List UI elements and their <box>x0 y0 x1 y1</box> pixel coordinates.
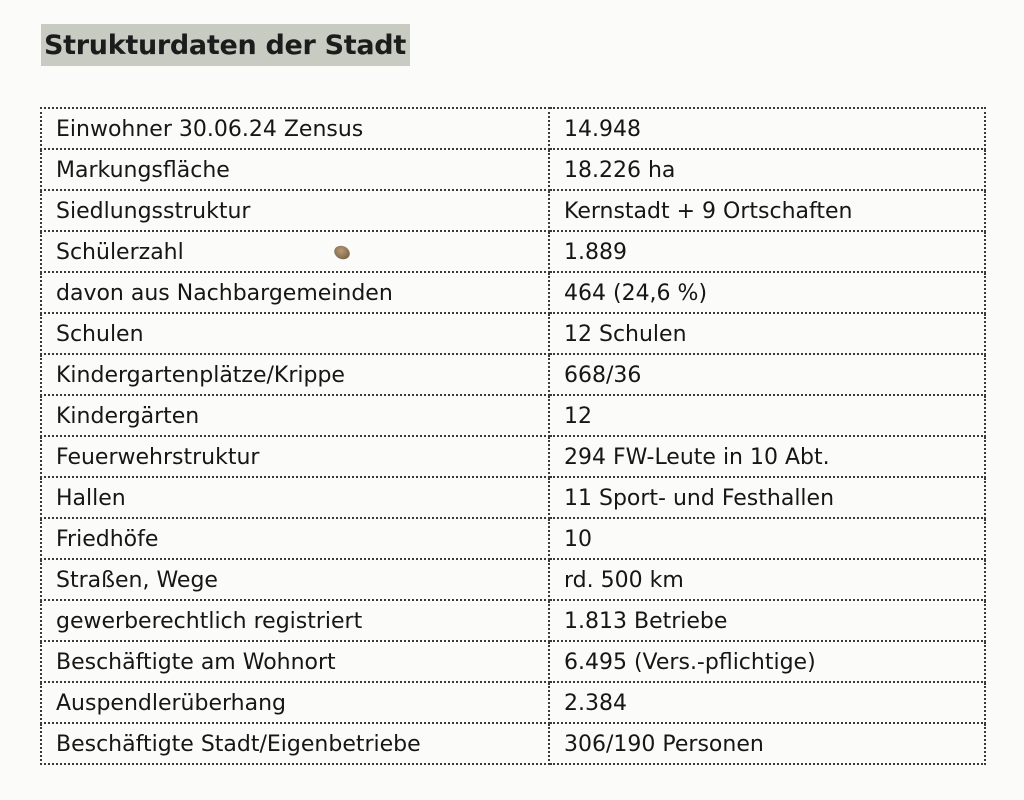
row-label: Auspendlerüberhang <box>41 682 549 723</box>
table-row <box>41 600 985 641</box>
row-value: 2.384 <box>549 682 985 723</box>
page-title: Strukturdaten der Stadt <box>41 24 410 66</box>
row-label: Schulen <box>41 313 549 354</box>
row-value: 12 <box>549 395 985 436</box>
row-label: Hallen <box>41 477 549 518</box>
table-row <box>41 518 985 559</box>
row-label: Feuerwehrstruktur <box>41 436 549 477</box>
row-label: Beschäftigte am Wohnort <box>41 641 549 682</box>
row-value: 668/36 <box>549 354 985 395</box>
table-row <box>41 231 985 272</box>
row-value: 11 Sport- und Festhallen <box>549 477 985 518</box>
table-row <box>41 559 985 600</box>
table-row <box>41 436 985 477</box>
row-value: 464 (24,6 %) <box>549 272 985 313</box>
row-label: gewerberechtlich registriert <box>41 600 549 641</box>
table-row <box>41 641 985 682</box>
table-row <box>41 272 985 313</box>
row-label: Kindergärten <box>41 395 549 436</box>
row-value: 294 FW-Leute in 10 Abt. <box>549 436 985 477</box>
structure-data-table <box>40 107 986 765</box>
table-row <box>41 354 985 395</box>
row-label: Beschäftigte Stadt/Eigenbetriebe <box>41 723 549 764</box>
row-value: 14.948 <box>549 108 985 149</box>
row-value: 12 Schulen <box>549 313 985 354</box>
row-label: Schülerzahl <box>41 231 549 272</box>
row-value: Kernstadt + 9 Ortschaften <box>549 190 985 231</box>
row-value: rd. 500 km <box>549 559 985 600</box>
row-label: Einwohner 30.06.24 Zensus <box>41 108 549 149</box>
row-value: 1.889 <box>549 231 985 272</box>
row-value: 18.226 ha <box>549 149 985 190</box>
table-row <box>41 477 985 518</box>
table-row <box>41 149 985 190</box>
row-label: davon aus Nachbargemeinden <box>41 272 549 313</box>
row-label: Straßen, Wege <box>41 559 549 600</box>
row-label: Kindergartenplätze/Krippe <box>41 354 549 395</box>
row-label: Siedlungsstruktur <box>41 190 549 231</box>
row-value: 10 <box>549 518 985 559</box>
table-row <box>41 190 985 231</box>
row-label: Markungsfläche <box>41 149 549 190</box>
table-row <box>41 723 985 764</box>
row-value: 306/190 Personen <box>549 723 985 764</box>
row-label: Friedhöfe <box>41 518 549 559</box>
row-value: 1.813 Betriebe <box>549 600 985 641</box>
table-row <box>41 395 985 436</box>
table-row <box>41 313 985 354</box>
table-row <box>41 108 985 149</box>
table-row <box>41 682 985 723</box>
row-value: 6.495 (Vers.-pflichtige) <box>549 641 985 682</box>
